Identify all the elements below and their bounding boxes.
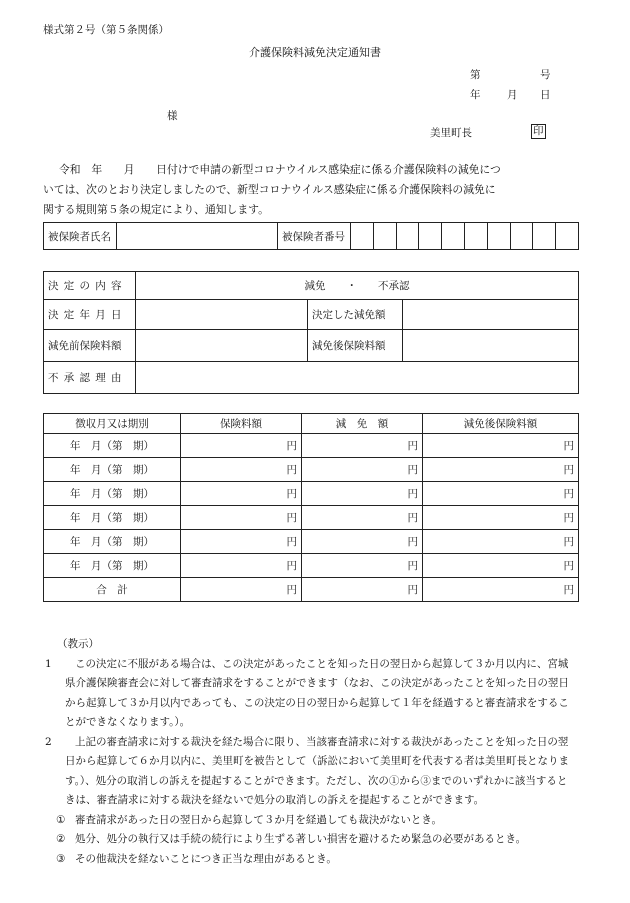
subitem-text: 審査請求があった日の翌日から起算して３か月を経過しても裁決がないとき。 [75,813,442,826]
doc-number-suffix: 号 [540,69,551,81]
breakdown-row [44,434,579,458]
insured-number-digit[interactable] [442,223,465,250]
item-number: 2 [45,735,52,748]
after-premium-field[interactable] [403,330,579,362]
insured-number-digit[interactable] [487,223,510,250]
insured-number-digit[interactable] [464,223,487,250]
breakdown-after[interactable]: 円 [423,434,579,458]
breakdown-premium[interactable]: 円 [181,554,302,578]
breakdown-header-period: 徴収月又は期別 [44,414,181,434]
breakdown-reduction[interactable]: 円 [302,482,423,506]
breakdown-header-reduction: 減 免 額 [302,414,423,434]
breakdown-after[interactable]: 円 [423,506,579,530]
document-title: 介護保険料減免決定通知書 [249,46,381,59]
breakdown-period[interactable]: 年 月（第 期） [44,482,181,506]
breakdown-row [44,458,579,482]
breakdown-reduction[interactable]: 円 [302,554,423,578]
decision-amount-label: 決定した減免額 [308,300,403,330]
decision-content-options[interactable]: 減免 ・ 不承認 [136,272,579,300]
insured-number-digit[interactable] [556,223,579,250]
date-month: 月 [507,89,518,101]
item-line: この決定に不服がある場合は、この決定があったことを知った日の翌日から起算して３か月以内に、宮城 [75,657,569,670]
subitem-number: ③ [56,852,66,865]
breakdown-premium[interactable]: 円 [181,434,302,458]
before-premium-label: 減免前保険料額 [44,330,136,362]
intro-line-1: 令和 年 月 日付けで申請の新型コロナウイルス感染症に係る介護保険料の減免につ [59,163,501,176]
breakdown-period[interactable]: 年 月（第 期） [44,458,181,482]
seal-text: 印 [533,125,544,137]
instructions-heading: （教示） [57,638,99,650]
item-line: 県介護保険審査会に対して審査請求をすることができます（なお、この決定があったことを知った日の翌日 [65,677,569,689]
breakdown-after[interactable]: 円 [423,554,579,578]
item-line: 上記の審査請求に対する裁決を経た場合に限り、当該審査請求に対する裁決があったことを知った日の翌 [75,735,569,748]
decision-date-field[interactable] [136,300,308,330]
breakdown-period[interactable]: 年 月（第 期） [44,530,181,554]
subitem-text: その他裁決を経ないことにつき正当な理由があるとき。 [75,852,337,865]
breakdown-table [43,413,579,602]
item-line: 日から起算して６か月以内に、美里町を被告として（訴訟において美里町を代表する者は美里町長となりま [65,755,569,767]
breakdown-period[interactable]: 年 月（第 期） [44,506,181,530]
insured-number-digit[interactable] [533,223,556,250]
insured-name-field[interactable] [117,223,278,250]
breakdown-row [44,482,579,506]
instruction-subitem [43,830,588,850]
breakdown-reduction[interactable]: 円 [302,530,423,554]
item-line: から起算して３か月以内であっても、この決定の日の翌日から起算して１年を経過すると審査請求をするこ [65,696,569,709]
breakdown-total-after[interactable]: 円 [423,578,579,602]
intro-line-2: いては、次のとおり決定しましたので、新型コロナウイルス感染症に係る介護保険料の減免に [43,183,496,196]
instruction-item-2 [43,733,588,811]
breakdown-row [44,554,579,578]
breakdown-total-premium[interactable]: 円 [181,578,302,602]
decision-table [43,271,579,394]
instruction-subitem [43,850,588,870]
breakdown-after[interactable]: 円 [423,530,579,554]
breakdown-row [44,530,579,554]
breakdown-after[interactable]: 円 [423,458,579,482]
subitem-number: ① [56,813,66,826]
insured-name-label: 被保険者氏名 [44,223,117,250]
breakdown-premium[interactable]: 円 [181,530,302,554]
intro-paragraph [43,160,583,220]
instructions-section [43,635,588,869]
decision-date-label: 決定年月日 [44,300,136,330]
breakdown-premium[interactable]: 円 [181,458,302,482]
breakdown-reduction[interactable]: 円 [302,434,423,458]
instruction-subitem [43,811,588,831]
subitem-text: 処分、処分の執行又は手続の続行により生ずる著しい損害を避けるため緊急の必要があるとき。 [75,833,527,845]
breakdown-period[interactable]: 年 月（第 期） [44,554,181,578]
subitem-number: ② [56,833,66,845]
insured-table [43,222,579,250]
item-line: きは、審査請求に対する裁決を経ないで処分の取消しの訴えを提起することができます。 [65,794,485,806]
seal-mark [531,124,546,139]
item-line: とができなくなります。）。 [65,716,191,728]
recipient-suffix: 様 [167,110,178,122]
insured-number-digit[interactable] [351,223,374,250]
decision-content-label: 決定の内容 [44,272,136,300]
rejection-reason-label: 不承認理由 [44,362,136,394]
insured-number-digit[interactable] [419,223,442,250]
intro-line-3: 関する規則第５条の規定により、通知します。 [43,203,269,216]
doc-number-prefix: 第 [470,69,481,81]
breakdown-total-reduction[interactable]: 円 [302,578,423,602]
breakdown-total-label: 合 計 [44,578,181,602]
insured-number-label: 被保険者番号 [278,223,351,250]
breakdown-period[interactable]: 年 月（第 期） [44,434,181,458]
date-day: 日 [540,89,551,101]
breakdown-after[interactable]: 円 [423,482,579,506]
breakdown-header-after: 減免後保険料額 [423,414,579,434]
breakdown-premium[interactable]: 円 [181,506,302,530]
insured-number-digit[interactable] [396,223,419,250]
after-premium-label: 減免後保険料額 [308,330,403,362]
date-year: 年 [470,89,481,101]
breakdown-premium[interactable]: 円 [181,482,302,506]
rejection-reason-field[interactable] [136,362,579,394]
insured-number-digit[interactable] [510,223,533,250]
breakdown-reduction[interactable]: 円 [302,506,423,530]
breakdown-total-row [44,578,579,602]
breakdown-row [44,506,579,530]
issuer: 美里町長 [430,127,472,139]
breakdown-header-premium: 保険料額 [181,414,302,434]
instruction-item-1 [43,655,588,733]
breakdown-reduction[interactable]: 円 [302,458,423,482]
item-line: す。）、処分の取消しの訴えを提起することができます。ただし、次の①から③までのいずれかに該当すると [65,774,568,787]
insured-number-digit[interactable] [373,223,396,250]
decision-amount-field[interactable] [403,300,579,330]
form-label: 様式第２号（第５条関係） [43,24,169,36]
item-number: 1 [45,657,52,670]
before-premium-field[interactable] [136,330,308,362]
